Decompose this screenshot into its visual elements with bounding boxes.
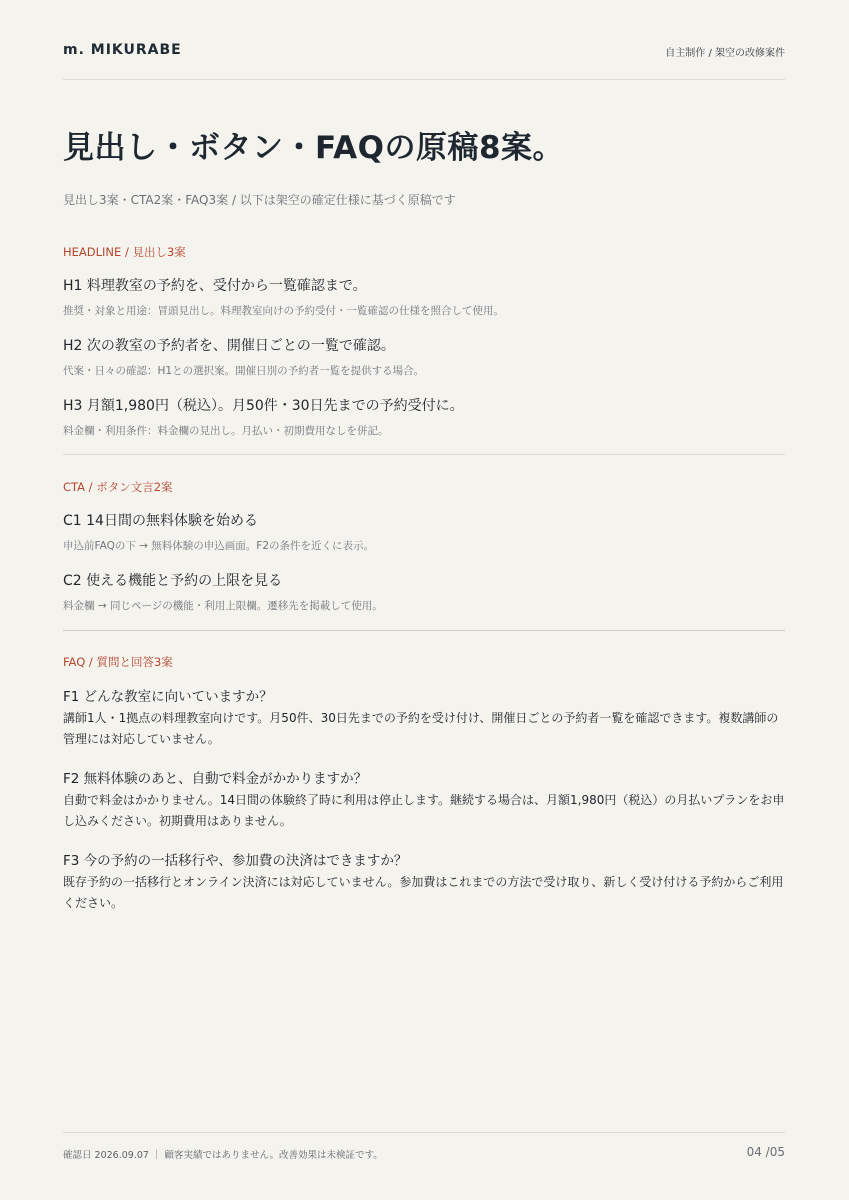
faq-answer: 自動で料金はかかりません。14日間の体験終了時に利用は停止します。継続する場合は、月額1,980円（税込）の月払いプランをお申し込みください。初期費用はありません。 <box>63 793 785 828</box>
section-label-cta: CTA / ボタン文言2案 <box>63 480 173 494</box>
page-header <box>63 42 785 62</box>
faq-answer: 講師1人・1拠点の料理教室向けです。月50件、30日先までの予約を受け付け、開催日ごとの予約者一覧を確認できます。複数講師の管理には対応していません。 <box>63 711 779 746</box>
document-page <box>63 0 785 1200</box>
page-number: 04 /05 <box>746 1145 785 1159</box>
section-divider <box>63 630 785 631</box>
page-subtitle: 見出し3案・CTA2案・FAQ3案 / 以下は架空の確定仕様に基づく原稿です <box>63 193 456 207</box>
section-label-faq: FAQ / 質問と回答3案 <box>63 655 173 669</box>
section-label-headline: HEADLINE / 見出し3案 <box>63 245 186 259</box>
faq-question: F3 今の予約の一括移行や、参加費の決済はできますか？ <box>63 853 408 869</box>
headline-item-title: H1 料理教室の予約を、受付から一覧確認まで。 <box>63 278 367 294</box>
cta-item-note: 申込前FAQの下 → 無料体験の申込画面。F2の条件を近くに表示。 <box>63 540 375 552</box>
logo: m. MIKURABE <box>63 42 182 58</box>
headline-item-note: 料金欄・利用条件：料金欄の見出し。月払い・初期費用なしを併記。 <box>63 425 389 437</box>
cta-item-note: 料金欄 → 同じページの機能・利用上限欄。遷移先を掲載して使用。 <box>63 600 383 612</box>
cta-item-title: C1 14日間の無料体験を始める <box>63 513 258 529</box>
header-meta: 自主制作 / 架空の改修案件 <box>665 48 785 59</box>
headline-item-title: H2 次の教室の予約者を、開催日ごとの一覧で確認。 <box>63 338 395 354</box>
section-divider <box>63 454 785 455</box>
footer-divider <box>63 1132 785 1133</box>
headline-item-note: 推奨・対象と用途：冒頭見出し。料理教室向けの予約受付・一覧確認の仕様を照合して使用。 <box>63 305 504 317</box>
cta-item-title: C2 使える機能と予約の上限を見る <box>63 573 283 589</box>
footer-note: 確認日 2026.09.07 ｜ 顧客実績ではありません。改善効果は未検証です。 <box>63 1150 383 1161</box>
faq-question: F1 どんな教室に向いていますか？ <box>63 689 273 705</box>
headline-item-title: H3 月額1,980円（税込）。月50件・30日先までの予約受付に。 <box>63 398 464 414</box>
faq-answer: 既存予約の一括移行とオンライン決済には対応していません。参加費はこれまでの方法で受け取り、新しく受け付ける予約からご利用ください。 <box>63 875 784 910</box>
header-divider <box>63 79 785 80</box>
page-title: 見出し・ボタン・FAQの原稿8案。 <box>63 130 565 166</box>
headline-item-note: 代案・日々の確認：H1との選択案。開催日別の予約者一覧を提供する場合。 <box>63 365 425 377</box>
faq-question: F2 無料体験のあと、自動で料金がかかりますか？ <box>63 771 368 787</box>
